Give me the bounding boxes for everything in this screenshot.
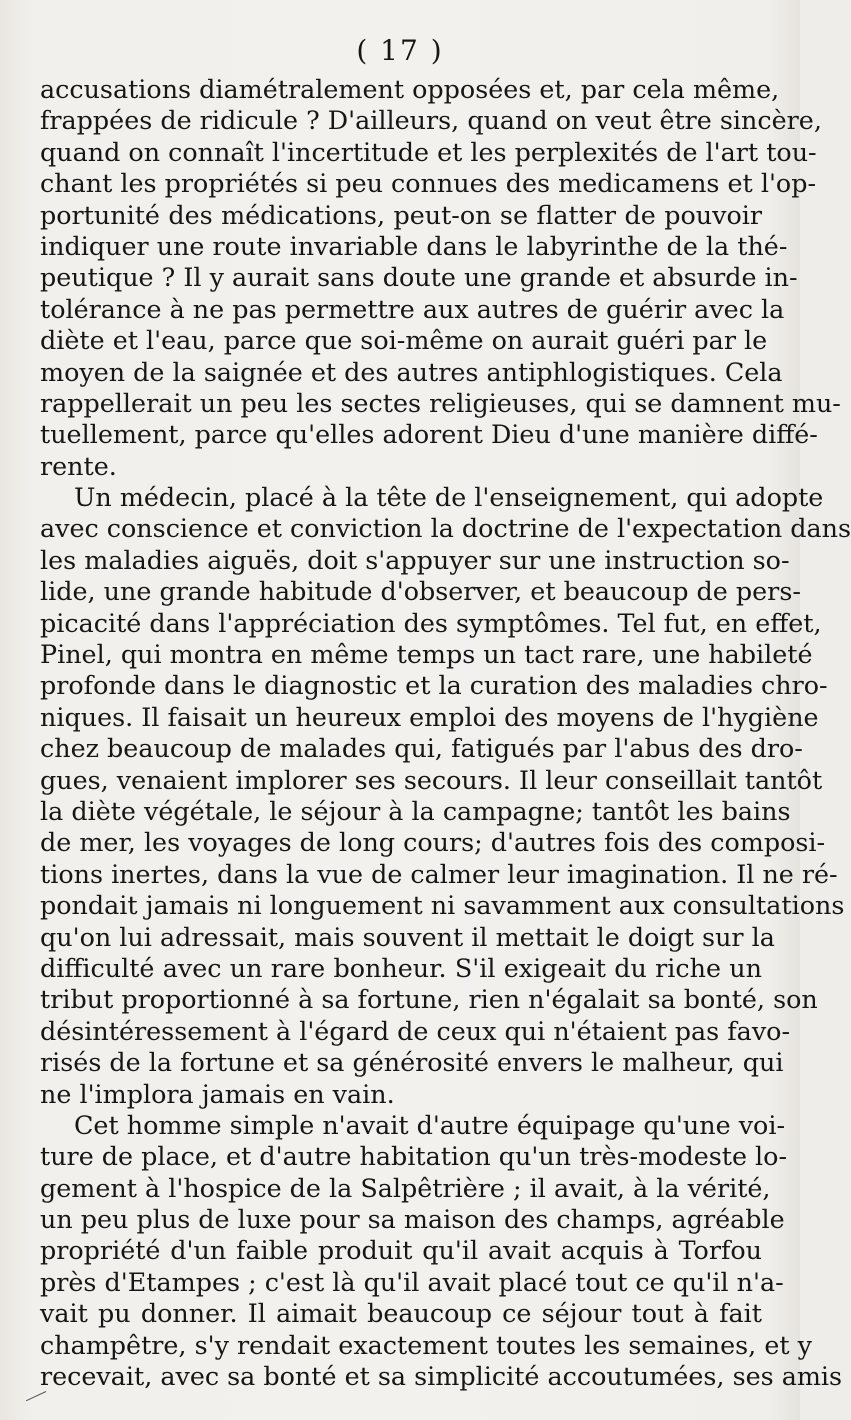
text-line: gement à l'hospice de la Salpêtrière ; il avait, à la vérité, <box>40 1172 771 1203</box>
text-line: Cet homme simple n'avait d'autre équipage qu'une voi- <box>74 1109 786 1140</box>
text-line: gues, venaient implorer ses secours. Il leur conseillait tantôt <box>40 764 823 795</box>
text-line: diète et l'eau, parce que soi-même on aurait guéri par le <box>40 325 768 356</box>
text-line: accusations diamétralement opposées et, par cela même, <box>40 74 780 104</box>
text-line: propriété d'un faible produit qu'il avait acquis à Torfou <box>40 1235 762 1266</box>
text-line: profonde dans le diagnostic et la curation des maladies chro- <box>40 670 828 701</box>
text-line: lide, une grande habitude d'observer, et beaucoup de pers- <box>40 576 801 607</box>
body-text <box>40 74 851 1392</box>
paragraph <box>40 482 851 1110</box>
text-line: picacité dans l'appréciation des symptômes. Tel fut, en effet, <box>40 607 822 638</box>
page-edge-mark <box>26 1391 52 1414</box>
text-line: tions inertes, dans la vue de calmer leur imagination. Il ne ré- <box>40 858 838 889</box>
text-line: rente. <box>40 450 117 481</box>
text-line: ne l'implora jamais en vain. <box>40 1078 395 1109</box>
text-line: près d'Etampes ; c'est là qu'il avait placé tout ce qu'il n'a- <box>40 1266 784 1297</box>
text-line: chant les propriétés si peu connues des medicamens et l'op- <box>40 168 817 199</box>
text-line: tribut proportionné à sa fortune, rien n'égalait sa bonté, son <box>40 984 818 1015</box>
text-line: avec conscience et conviction la doctrine de l'expectation dans <box>40 513 851 544</box>
text-line: rappellerait un peu les sectes religieuses, qui se damnent mu- <box>40 387 841 418</box>
text-line: frappées de ridicule ? D'ailleurs, quand on veut être sincère, <box>40 105 822 136</box>
text-line: désintéressement à l'égard de ceux qui n'étaient pas favo- <box>40 1015 791 1046</box>
text-line: Pinel, qui montra en même temps un tact rare, une habileté <box>40 639 813 670</box>
text-line: moyen de la saignée et des autres antiphlogistiques. Cela <box>40 356 783 387</box>
text-line: les maladies aiguës, doit s'appuyer sur une instruction so- <box>40 544 790 575</box>
text-line: ture de place, et d'autre habitation qu'un très-modeste lo- <box>40 1141 788 1172</box>
text-line: indiquer une route invariable dans le labyrinthe de la thé- <box>40 230 788 261</box>
text-line: qu'on lui adressait, mais souvent il mettait le doigt sur la <box>40 921 775 952</box>
text-line: Un médecin, placé à la tête de l'enseignement, qui adopte <box>74 482 824 513</box>
text-line: la diète végétale, le séjour à la campagne; tantôt les bains <box>40 795 791 826</box>
text-line: tolérance à ne pas permettre aux autres de guérir avec la <box>40 293 785 324</box>
text-line: portunité des médications, peut-on se flatter de pouvoir <box>40 199 762 230</box>
text-line: pondait jamais ni longuement ni savamment aux consultations <box>40 890 845 921</box>
text-line: niques. Il faisait un heureux emploi des moyens de l'hygiène <box>40 701 819 732</box>
text-line: champêtre, s'y rendait exactement toutes les semaines, et y <box>40 1329 812 1360</box>
page-number: ( 17 ) <box>356 34 444 67</box>
text-line: un peu plus de luxe pour sa maison des champs, agréable <box>40 1204 785 1235</box>
text-line: vait pu donner. Il aimait beaucoup ce séjour tout à fait <box>40 1298 762 1329</box>
text-line: peutique ? Il y aurait sans doute une grande et absurde in- <box>40 262 798 293</box>
text-line: recevait, avec sa bonté et sa simplicité accoutumées, ses amis <box>40 1361 843 1392</box>
text-line: tuellement, parce qu'elles adorent Dieu d'une manière diffé- <box>40 419 818 450</box>
paragraph <box>40 1109 843 1393</box>
text-line: chez beaucoup de malades qui, fatigués par l'abus des dro- <box>40 733 803 764</box>
text-line: difficulté avec un rare bonheur. S'il exigeait du riche un <box>40 952 762 983</box>
text-line: quand on connaît l'incertitude et les perplexités de l'art tou- <box>40 136 817 167</box>
text-line: risés de la fortune et sa générosité envers le malheur, qui <box>40 1047 784 1078</box>
paragraph <box>40 74 841 482</box>
text-line: de mer, les voyages de long cours; d'autres fois des composi- <box>40 827 826 858</box>
